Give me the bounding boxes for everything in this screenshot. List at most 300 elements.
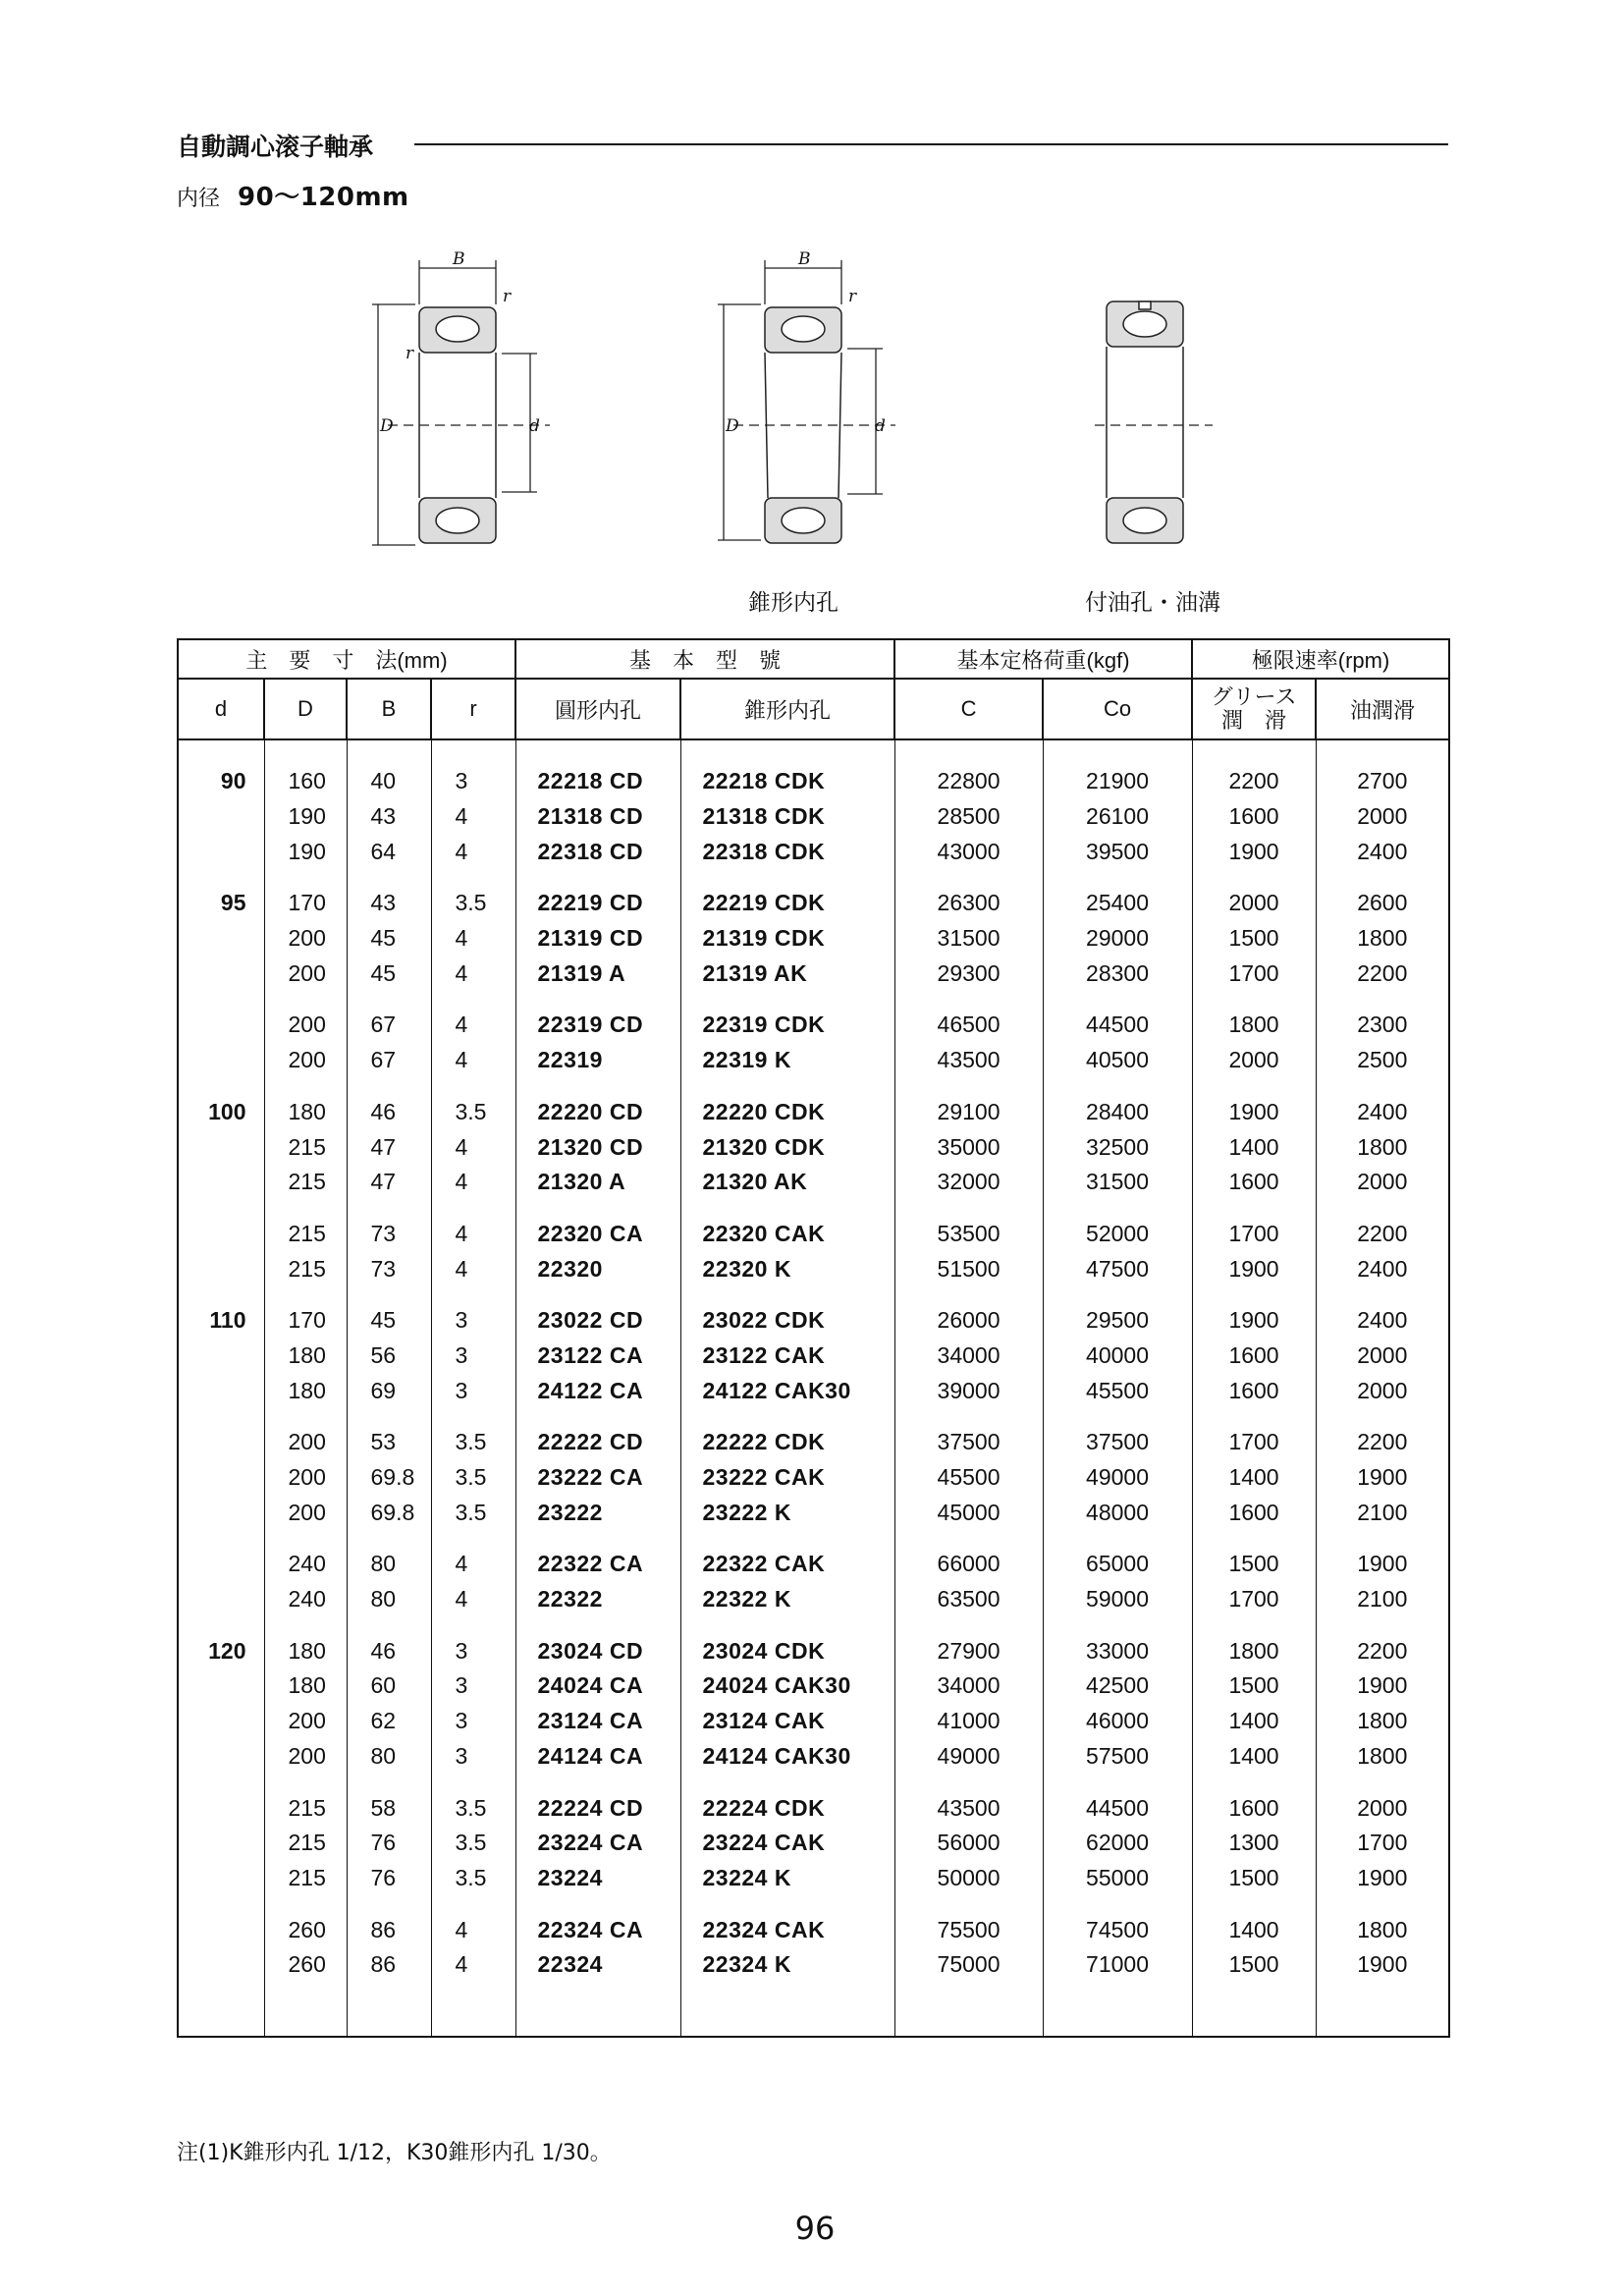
- cell-D: 260: [264, 1947, 347, 1983]
- cell-taper: 22318 CDK: [680, 834, 894, 869]
- cell-B: 43: [347, 799, 431, 835]
- table-row: [178, 1460, 1449, 1496]
- table-row: [178, 1861, 1449, 1896]
- cell-grease: 1900: [1192, 1303, 1316, 1339]
- table-spacer: [178, 739, 1449, 764]
- cell-C: 26000: [894, 1303, 1043, 1339]
- cell-B: 67: [347, 1008, 431, 1043]
- cell-r: 3.5: [431, 1826, 515, 1861]
- col-grease-line2: 潤 滑: [1221, 708, 1287, 733]
- cell-r: 3: [431, 1339, 515, 1374]
- cell-d: [178, 1373, 264, 1408]
- cell-C: 56000: [894, 1826, 1043, 1861]
- table-row: [178, 1217, 1449, 1252]
- cell-Co: 59000: [1043, 1582, 1192, 1617]
- cell-taper: 22324 K: [680, 1947, 894, 1983]
- cell-r: 3.5: [431, 1095, 515, 1130]
- cell-r: 3: [431, 764, 515, 799]
- cell-r: 4: [431, 1217, 515, 1252]
- cell-B: 56: [347, 1339, 431, 1374]
- cell-d: [178, 1339, 264, 1374]
- cell-cyl: 22322 CA: [515, 1547, 680, 1582]
- cell-D: 240: [264, 1582, 347, 1617]
- cell-C: 75000: [894, 1947, 1043, 1983]
- col-D: D: [264, 679, 347, 739]
- cell-d: [178, 1251, 264, 1286]
- cell-grease: 1800: [1192, 1633, 1316, 1668]
- cell-d: [178, 1704, 264, 1739]
- cell-Co: 29500: [1043, 1303, 1192, 1339]
- cell-grease: 1600: [1192, 1165, 1316, 1200]
- table-spacer: [178, 1616, 1449, 1633]
- table-row: [178, 1912, 1449, 1947]
- cell-D: 200: [264, 1739, 347, 1775]
- cell-taper: 22218 CDK: [680, 764, 894, 799]
- header-load-rating: 基本定格荷重(kgf): [894, 639, 1192, 679]
- cell-B: 45: [347, 1303, 431, 1339]
- cell-taper: 22319 CDK: [680, 1008, 894, 1043]
- cell-taper: 22220 CDK: [680, 1095, 894, 1130]
- cell-Co: 55000: [1043, 1861, 1192, 1896]
- cell-grease: 1900: [1192, 1095, 1316, 1130]
- cell-taper: 24024 CAK30: [680, 1668, 894, 1704]
- cell-taper: 24122 CAK30: [680, 1373, 894, 1408]
- cell-B: 64: [347, 834, 431, 869]
- bearing-diagram-cylindrical: [368, 250, 560, 550]
- cell-cyl: 23222 CA: [515, 1460, 680, 1496]
- cell-d: [178, 834, 264, 869]
- col-grease: [1192, 679, 1316, 739]
- cell-C: 26300: [894, 886, 1043, 921]
- cell-oil: 2200: [1316, 1425, 1449, 1460]
- table-row: [178, 1373, 1449, 1408]
- cell-D: 180: [264, 1633, 347, 1668]
- cell-Co: 32500: [1043, 1129, 1192, 1165]
- table-spacer: [178, 1408, 1449, 1425]
- cell-Co: 44500: [1043, 1790, 1192, 1826]
- cell-Co: 57500: [1043, 1739, 1192, 1775]
- cell-oil: 1900: [1316, 1668, 1449, 1704]
- cell-C: 34000: [894, 1668, 1043, 1704]
- label-r-outer: r: [503, 287, 512, 306]
- cell-C: 53500: [894, 1217, 1043, 1252]
- cell-r: 4: [431, 1582, 515, 1617]
- cell-grease: 2200: [1192, 764, 1316, 799]
- cell-taper: 21319 AK: [680, 956, 894, 991]
- cell-taper: 23024 CDK: [680, 1633, 894, 1668]
- table-row: [178, 1165, 1449, 1200]
- cell-taper: 21320 AK: [680, 1165, 894, 1200]
- cell-cyl: 23022 CD: [515, 1303, 680, 1339]
- cell-D: 180: [264, 1373, 347, 1408]
- cell-B: 69: [347, 1373, 431, 1408]
- cell-r: 4: [431, 1912, 515, 1947]
- table-row: [178, 1425, 1449, 1460]
- cell-oil: 1900: [1316, 1460, 1449, 1496]
- cell-cyl: 24024 CA: [515, 1668, 680, 1704]
- header-model: 基 本 型 號: [515, 639, 894, 679]
- cell-cyl: 22224 CD: [515, 1790, 680, 1826]
- cell-r: 3.5: [431, 1790, 515, 1826]
- cell-r: 3.5: [431, 1495, 515, 1530]
- cell-D: 170: [264, 1303, 347, 1339]
- cell-r: 3: [431, 1739, 515, 1775]
- cell-D: 215: [264, 1861, 347, 1896]
- cell-B: 86: [347, 1912, 431, 1947]
- cell-d: 95: [178, 886, 264, 921]
- cell-taper: 23124 CAK: [680, 1704, 894, 1739]
- cell-Co: 65000: [1043, 1547, 1192, 1582]
- cell-taper: 23222 K: [680, 1495, 894, 1530]
- cell-Co: 52000: [1043, 1217, 1192, 1252]
- cell-r: 3: [431, 1668, 515, 1704]
- cell-d: [178, 1912, 264, 1947]
- cell-B: 73: [347, 1217, 431, 1252]
- cell-grease: 1600: [1192, 1790, 1316, 1826]
- cell-D: 200: [264, 921, 347, 957]
- table-row: [178, 1303, 1449, 1339]
- cell-d: [178, 799, 264, 835]
- cell-cyl: 23224: [515, 1861, 680, 1896]
- cell-Co: 40000: [1043, 1339, 1192, 1374]
- cell-C: 43500: [894, 1043, 1043, 1078]
- cell-d: 90: [178, 764, 264, 799]
- cell-Co: 21900: [1043, 764, 1192, 799]
- table-row: [178, 1790, 1449, 1826]
- label-B: B: [453, 250, 465, 269]
- cell-cyl: 22220 CD: [515, 1095, 680, 1130]
- table-spacer: [178, 1200, 1449, 1217]
- label-D: D: [380, 416, 394, 436]
- cell-D: 215: [264, 1251, 347, 1286]
- cell-oil: 1900: [1316, 1547, 1449, 1582]
- cell-cyl: 21319 A: [515, 956, 680, 991]
- cell-taper: 22320 K: [680, 1251, 894, 1286]
- col-r: r: [431, 679, 515, 739]
- cell-d: [178, 1165, 264, 1200]
- bearing-diagram-tapered: [714, 250, 905, 550]
- cell-d: [178, 1861, 264, 1896]
- cell-d: [178, 1425, 264, 1460]
- cell-D: 215: [264, 1790, 347, 1826]
- cell-grease: 1600: [1192, 1373, 1316, 1408]
- cell-B: 80: [347, 1739, 431, 1775]
- cell-C: 29100: [894, 1095, 1043, 1130]
- cell-r: 4: [431, 1947, 515, 1983]
- cell-grease: 1600: [1192, 1339, 1316, 1374]
- cell-taper: 23224 CAK: [680, 1826, 894, 1861]
- cell-Co: 45500: [1043, 1373, 1192, 1408]
- cell-Co: 26100: [1043, 799, 1192, 835]
- table-row: [178, 1095, 1449, 1130]
- cell-D: 180: [264, 1095, 347, 1130]
- table-row: [178, 799, 1449, 835]
- cell-cyl: 23222: [515, 1495, 680, 1530]
- cell-oil: 2000: [1316, 1339, 1449, 1374]
- table-row: [178, 1739, 1449, 1775]
- cell-D: 215: [264, 1165, 347, 1200]
- cell-taper: 21318 CDK: [680, 799, 894, 835]
- cell-d: [178, 1495, 264, 1530]
- cell-Co: 31500: [1043, 1165, 1192, 1200]
- cell-grease: 1500: [1192, 1547, 1316, 1582]
- cell-oil: 2500: [1316, 1043, 1449, 1078]
- cell-d: 120: [178, 1633, 264, 1668]
- cell-d: [178, 921, 264, 957]
- cell-C: 66000: [894, 1547, 1043, 1582]
- cell-C: 43500: [894, 1790, 1043, 1826]
- caption-tapered-bore: 錐形内孔: [748, 590, 839, 616]
- cell-oil: 2000: [1316, 799, 1449, 835]
- cell-grease: 1700: [1192, 956, 1316, 991]
- table-spacer: [178, 1530, 1449, 1547]
- cell-C: 34000: [894, 1339, 1043, 1374]
- cell-r: 3: [431, 1633, 515, 1668]
- cell-oil: 2400: [1316, 1251, 1449, 1286]
- cell-Co: 46000: [1043, 1704, 1192, 1739]
- cell-taper: 21320 CDK: [680, 1129, 894, 1165]
- cell-C: 39000: [894, 1373, 1043, 1408]
- cell-d: [178, 1460, 264, 1496]
- cell-r: 4: [431, 956, 515, 991]
- cell-grease: 1700: [1192, 1425, 1316, 1460]
- cell-oil: 1800: [1316, 921, 1449, 957]
- cell-taper: 22322 CAK: [680, 1547, 894, 1582]
- cell-B: 69.8: [347, 1460, 431, 1496]
- cell-cyl: 22324 CA: [515, 1912, 680, 1947]
- cell-r: 3: [431, 1303, 515, 1339]
- table-row: [178, 886, 1449, 921]
- cell-grease: 1500: [1192, 1668, 1316, 1704]
- cell-B: 40: [347, 764, 431, 799]
- cell-oil: 2400: [1316, 834, 1449, 869]
- cell-C: 51500: [894, 1251, 1043, 1286]
- cell-taper: 22324 CAK: [680, 1912, 894, 1947]
- cell-r: 4: [431, 834, 515, 869]
- table-row: [178, 921, 1449, 957]
- cell-oil: 2300: [1316, 1008, 1449, 1043]
- cell-r: 4: [431, 799, 515, 835]
- cell-Co: 71000: [1043, 1947, 1192, 1983]
- cell-C: 49000: [894, 1739, 1043, 1775]
- cell-r: 3: [431, 1373, 515, 1408]
- cell-Co: 49000: [1043, 1460, 1192, 1496]
- cell-C: 45500: [894, 1460, 1043, 1496]
- cell-d: 100: [178, 1095, 264, 1130]
- cell-B: 46: [347, 1095, 431, 1130]
- cell-B: 45: [347, 956, 431, 991]
- cell-grease: 1900: [1192, 1251, 1316, 1286]
- cell-taper: 22320 CAK: [680, 1217, 894, 1252]
- table-row: [178, 764, 1449, 799]
- cell-oil: 1800: [1316, 1129, 1449, 1165]
- cell-cyl: 21320 A: [515, 1165, 680, 1200]
- cell-cyl: 22324: [515, 1947, 680, 1983]
- cell-d: 110: [178, 1303, 264, 1339]
- cell-D: 215: [264, 1129, 347, 1165]
- col-Co: Co: [1043, 679, 1192, 739]
- title-rule: [414, 143, 1448, 145]
- label-d: d: [529, 416, 540, 436]
- cell-Co: 37500: [1043, 1425, 1192, 1460]
- cell-cyl: 21320 CD: [515, 1129, 680, 1165]
- label-d: d: [875, 416, 886, 436]
- cell-D: 200: [264, 1495, 347, 1530]
- cell-oil: 2400: [1316, 1303, 1449, 1339]
- cell-cyl: 22222 CD: [515, 1425, 680, 1460]
- cell-taper: 22322 K: [680, 1582, 894, 1617]
- cell-d: [178, 956, 264, 991]
- cell-Co: 74500: [1043, 1912, 1192, 1947]
- table-row: [178, 1339, 1449, 1374]
- cell-D: 200: [264, 1008, 347, 1043]
- cell-Co: 42500: [1043, 1668, 1192, 1704]
- table-row: [178, 1008, 1449, 1043]
- cell-C: 46500: [894, 1008, 1043, 1043]
- cell-cyl: 22319: [515, 1043, 680, 1078]
- page-number: 96: [794, 2210, 836, 2247]
- cell-B: 43: [347, 886, 431, 921]
- cell-r: 4: [431, 1251, 515, 1286]
- cell-D: 160: [264, 764, 347, 799]
- cell-cyl: 22322: [515, 1582, 680, 1617]
- cell-cyl: 22218 CD: [515, 764, 680, 799]
- cell-taper: 23022 CDK: [680, 1303, 894, 1339]
- cell-B: 73: [347, 1251, 431, 1286]
- cell-taper: 23222 CAK: [680, 1460, 894, 1496]
- cell-taper: 22222 CDK: [680, 1425, 894, 1460]
- table-row: [178, 1129, 1449, 1165]
- cell-grease: 1300: [1192, 1826, 1316, 1861]
- cell-d: [178, 1790, 264, 1826]
- cell-grease: 2000: [1192, 1043, 1316, 1078]
- cell-Co: 40500: [1043, 1043, 1192, 1078]
- cell-d: [178, 1043, 264, 1078]
- cell-taper: 24124 CAK30: [680, 1739, 894, 1775]
- cell-Co: 28400: [1043, 1095, 1192, 1130]
- cell-taper: 22219 CDK: [680, 886, 894, 921]
- table-spacer: [178, 991, 1449, 1008]
- col-d: d: [178, 679, 264, 739]
- table-row: [178, 834, 1449, 869]
- label-B: B: [798, 250, 811, 269]
- cell-r: 3: [431, 1704, 515, 1739]
- cell-d: [178, 1947, 264, 1983]
- cell-grease: 1400: [1192, 1912, 1316, 1947]
- cell-B: 58: [347, 1790, 431, 1826]
- spec-table-body: [178, 739, 1449, 2037]
- cell-oil: 2200: [1316, 1633, 1449, 1668]
- cell-cyl: 22320: [515, 1251, 680, 1286]
- cell-oil: 2400: [1316, 1095, 1449, 1130]
- cell-cyl: 24122 CA: [515, 1373, 680, 1408]
- cell-grease: 1800: [1192, 1008, 1316, 1043]
- col-cylindrical-bore: 圓形内孔: [515, 679, 680, 739]
- cell-oil: 2200: [1316, 956, 1449, 991]
- cell-grease: 1700: [1192, 1582, 1316, 1617]
- cell-C: 28500: [894, 799, 1043, 835]
- cell-oil: 2100: [1316, 1495, 1449, 1530]
- cell-Co: 47500: [1043, 1251, 1192, 1286]
- cell-cyl: 23122 CA: [515, 1339, 680, 1374]
- cell-D: 200: [264, 956, 347, 991]
- cell-C: 31500: [894, 921, 1043, 957]
- table-spacer: [178, 1078, 1449, 1095]
- cell-B: 46: [347, 1633, 431, 1668]
- col-oil: 油潤滑: [1316, 679, 1449, 739]
- cell-taper: 21319 CDK: [680, 921, 894, 957]
- cell-r: 4: [431, 1165, 515, 1200]
- footnote: 注(1)K錐形内孔 1/12，K30錐形内孔 1/30。: [177, 2141, 612, 2165]
- col-B: B: [347, 679, 431, 739]
- cell-cyl: 23024 CD: [515, 1633, 680, 1668]
- col-grease-line1: グリース: [1211, 684, 1297, 709]
- label-r-inner: r: [406, 344, 414, 363]
- cell-d: [178, 1217, 264, 1252]
- cell-r: 3.5: [431, 1861, 515, 1896]
- cell-oil: 1800: [1316, 1912, 1449, 1947]
- cell-D: 260: [264, 1912, 347, 1947]
- bore-range-value: 90～120mm: [238, 183, 409, 212]
- cell-B: 86: [347, 1947, 431, 1983]
- cell-B: 45: [347, 921, 431, 957]
- cell-grease: 1400: [1192, 1704, 1316, 1739]
- cell-D: 190: [264, 834, 347, 869]
- table-spacer: [178, 1895, 1449, 1912]
- cell-d: [178, 1668, 264, 1704]
- cell-oil: 1800: [1316, 1739, 1449, 1775]
- table-row: [178, 1668, 1449, 1704]
- cell-B: 69.8: [347, 1495, 431, 1530]
- cell-grease: 1400: [1192, 1739, 1316, 1775]
- cell-D: 200: [264, 1460, 347, 1496]
- cell-oil: 2000: [1316, 1373, 1449, 1408]
- cell-r: 4: [431, 1043, 515, 1078]
- caption-oil-hole-groove: 付油孔・油溝: [1085, 590, 1220, 616]
- cell-B: 76: [347, 1861, 431, 1896]
- cell-oil: 1700: [1316, 1826, 1449, 1861]
- table-spacer: [178, 1983, 1449, 2037]
- cell-oil: 1900: [1316, 1947, 1449, 1983]
- header-dimensions: 主 要 寸 法(mm): [178, 639, 515, 679]
- cell-taper: 22319 K: [680, 1043, 894, 1078]
- cell-taper: 23224 K: [680, 1861, 894, 1896]
- cell-r: 3.5: [431, 1460, 515, 1496]
- table-row: [178, 1947, 1449, 1983]
- cell-D: 180: [264, 1339, 347, 1374]
- cell-C: 29300: [894, 956, 1043, 991]
- cell-grease: 1500: [1192, 921, 1316, 957]
- cell-cyl: 24124 CA: [515, 1739, 680, 1775]
- cell-D: 200: [264, 1704, 347, 1739]
- cell-Co: 28300: [1043, 956, 1192, 991]
- cell-D: 190: [264, 799, 347, 835]
- table-row: [178, 1704, 1449, 1739]
- cell-cyl: 22319 CD: [515, 1008, 680, 1043]
- table-row: [178, 1826, 1449, 1861]
- cell-d: [178, 1008, 264, 1043]
- cell-Co: 33000: [1043, 1633, 1192, 1668]
- bearing-diagram-oil-groove: [1085, 250, 1222, 550]
- cell-D: 215: [264, 1217, 347, 1252]
- cell-D: 200: [264, 1425, 347, 1460]
- cell-cyl: 23224 CA: [515, 1826, 680, 1861]
- cell-D: 240: [264, 1547, 347, 1582]
- cell-taper: 22224 CDK: [680, 1790, 894, 1826]
- cell-d: [178, 1826, 264, 1861]
- bore-range-label: 内径: [177, 187, 221, 211]
- cell-cyl: 22320 CA: [515, 1217, 680, 1252]
